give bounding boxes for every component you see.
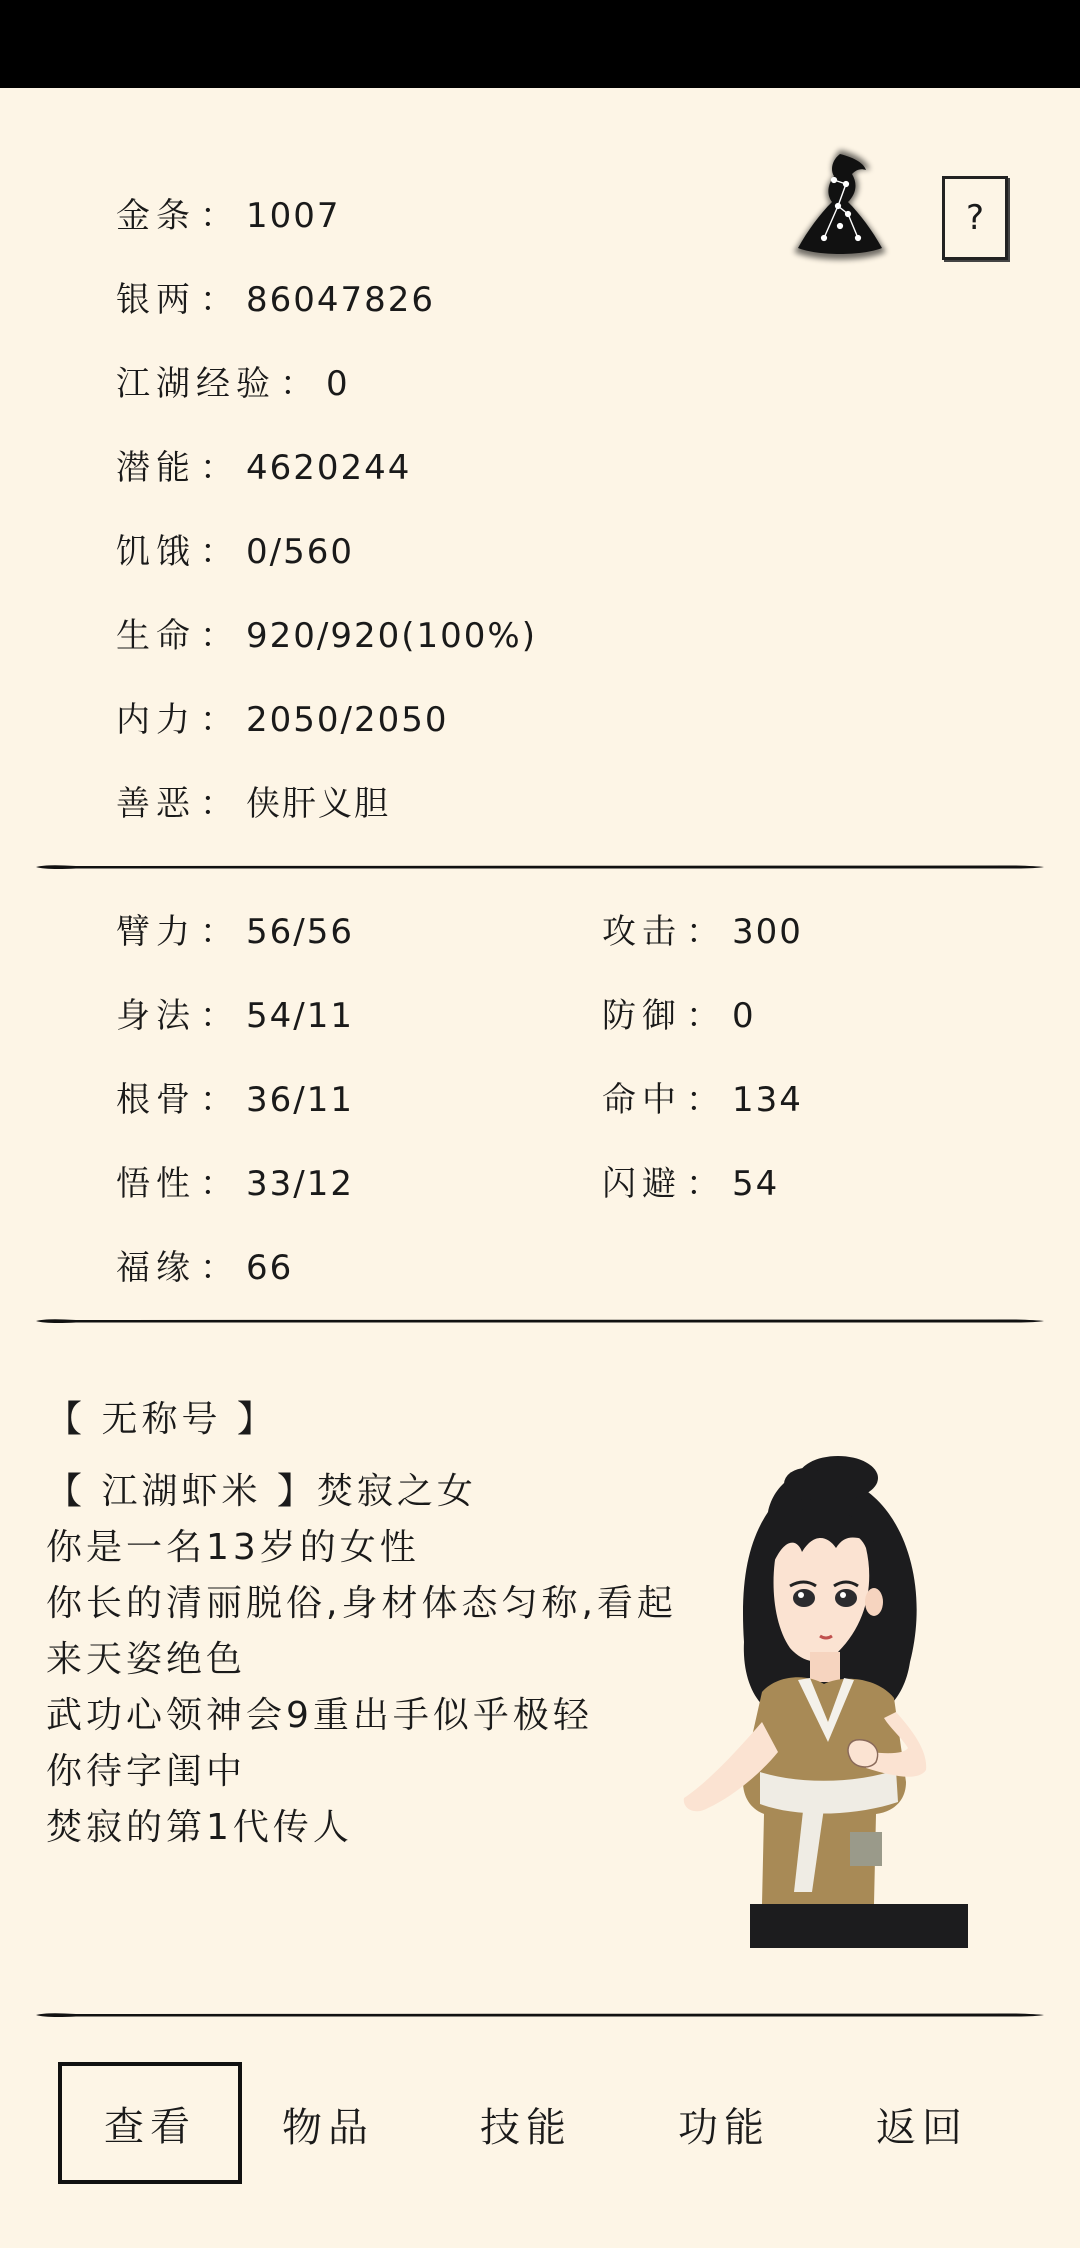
attribute-label: 闪避 [602,1164,682,1204]
attribute-separator: ： [686,912,722,952]
stat-value: 920/920(100%) [246,616,537,656]
stat-value: 2050/2050 [246,700,449,740]
stat-value: 侠肝义胆 [246,784,390,824]
attribute-value: 66 [246,1248,294,1288]
stat-separator: ： [200,280,236,320]
attribute-label: 臂力 [116,912,196,952]
tab-label: 功能 [678,2104,770,2151]
tab-4[interactable] [832,2064,1012,2184]
tab-label: 返回 [876,2104,968,2151]
attribute-value: 33/12 [246,1164,354,1204]
divider-1 [36,864,1044,870]
attribute-label: 福缘 [116,1248,196,1288]
attribute-row [602,912,803,952]
stat-label: 生命 [116,616,196,656]
stat-value: 1007 [246,196,341,236]
profile-line: 你待字闺中 [46,1751,247,1792]
attribute-label: 攻击 [602,912,682,952]
stat-label: 金条 [116,196,196,236]
tab-0[interactable] [58,2062,242,2184]
attribute-separator: ： [200,996,236,1036]
attribute-value: 54 [732,1164,780,1204]
stat-label: 江湖经验 [116,364,276,404]
stat-separator: ： [200,700,236,740]
stat-label: 饥饿 [116,532,196,572]
stat-value: 4620244 [246,448,412,488]
stat-value: 0/560 [246,532,354,572]
stat-row [116,616,537,656]
stat-value: 0 [326,364,350,404]
tab-3[interactable] [634,2064,814,2184]
tab-1[interactable] [238,2064,418,2184]
attribute-label: 身法 [116,996,196,1036]
status-bar [0,0,1080,88]
attribute-row [602,996,756,1036]
profile-line: 你长的清丽脱俗,身材体态匀称,看起 [46,1583,677,1624]
attribute-value: 56/56 [246,912,354,952]
stat-separator: ： [280,364,316,404]
profile-line: 武功心领神会9重出手似乎极轻 [46,1695,593,1736]
attribute-label: 防御 [602,996,682,1036]
stat-row [116,196,341,236]
profile-line: 焚寂的第1代传人 [46,1807,353,1848]
attribute-row [602,1080,803,1120]
attribute-value: 0 [732,996,756,1036]
attribute-separator: ： [200,912,236,952]
attribute-row [116,912,354,952]
stat-label: 潜能 [116,448,196,488]
stat-row [116,280,435,320]
divider-2 [36,1318,1044,1324]
attribute-separator: ： [686,996,722,1036]
attribute-label: 悟性 [116,1164,196,1204]
stat-row [116,784,390,824]
tab-label: 查看 [104,2103,196,2150]
stat-value: 86047826 [246,280,436,320]
stat-label: 银两 [116,280,196,320]
stat-separator: ： [200,616,236,656]
help-button[interactable] [942,176,1008,260]
attribute-row [116,1080,354,1120]
stat-row [116,700,449,740]
divider-3 [36,2012,1044,2018]
stat-separator: ： [200,532,236,572]
stat-separator: ： [200,784,236,824]
stat-row [116,532,354,572]
attribute-row [602,1164,779,1204]
attribute-separator: ： [200,1164,236,1204]
tab-label: 技能 [480,2104,572,2151]
character-portrait [678,1452,968,1948]
stat-label: 善恶 [116,784,196,824]
stat-row [116,364,350,404]
profile-title: 【 无称号 】 [46,1399,277,1440]
tab-2[interactable] [436,2064,616,2184]
stat-separator: ： [200,196,236,236]
attribute-label: 命中 [602,1080,682,1120]
attribute-separator: ： [200,1080,236,1120]
attribute-row [116,1164,354,1204]
meditating-figure-icon [788,140,892,270]
stat-label: 内力 [116,700,196,740]
profile-line: 你是一名13岁的女性 [46,1527,420,1568]
tab-label: 物品 [282,2104,374,2151]
attribute-separator: ： [686,1164,722,1204]
attribute-separator: ： [686,1080,722,1120]
attribute-row [116,1248,293,1288]
attribute-value: 36/11 [246,1080,354,1120]
attribute-row [116,996,354,1036]
question-icon: ? [965,198,985,238]
stat-separator: ： [200,448,236,488]
attribute-value: 300 [732,912,803,952]
profile-line: 来天姿绝色 [46,1639,247,1680]
attribute-label: 根骨 [116,1080,196,1120]
profile-line: 【 江湖虾米 】焚寂之女 [46,1471,477,1512]
attribute-value: 134 [732,1080,803,1120]
attribute-separator: ： [200,1248,236,1288]
stat-row [116,448,411,488]
attribute-value: 54/11 [246,996,354,1036]
